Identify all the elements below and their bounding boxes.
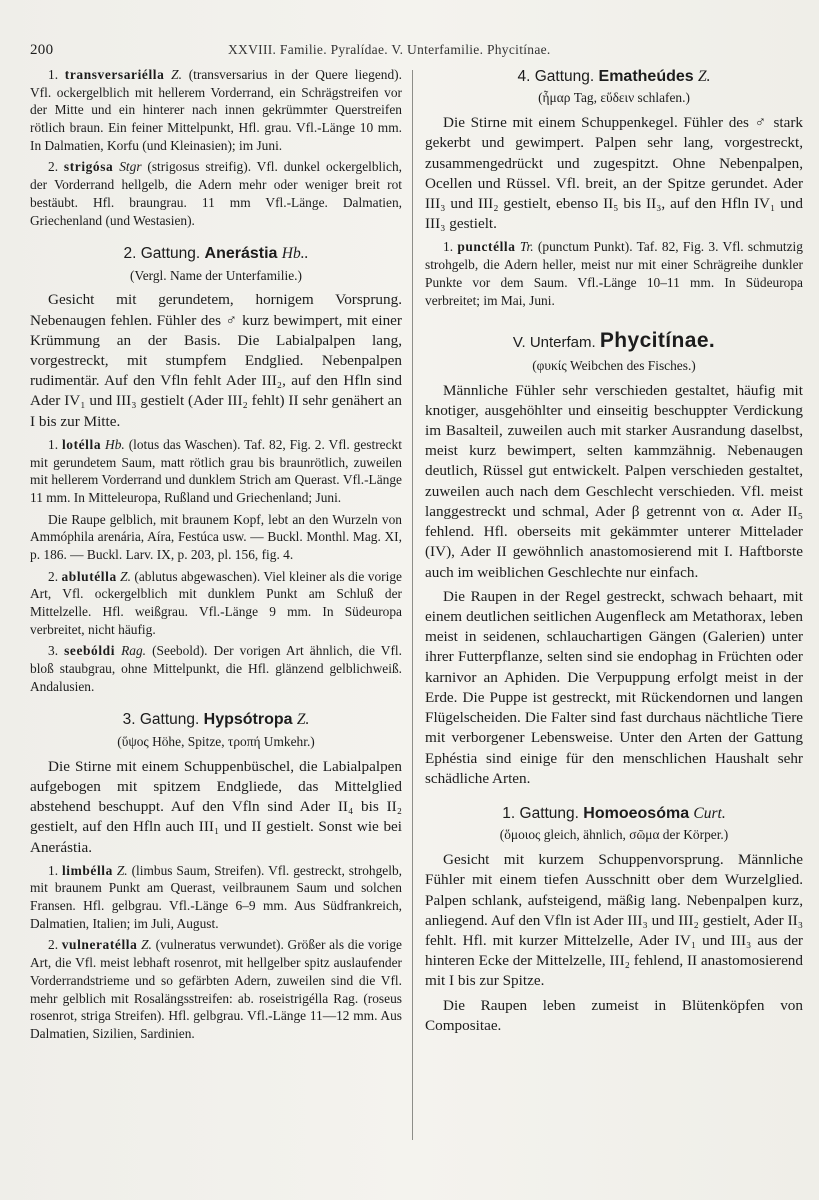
species-entry: [30, 66, 402, 154]
species-description: (lotus das Waschen). Taf. 82, Fig. 2. Vfl. gestreckt mit gerundetem Saum, matt rötlich grau bis braunrötlich, zuweilen mit hellerem Vorderrand und dunklem Strich am Querast. Vfl.-Länge 11 mm. In Mitteleuropa, Rußland und Griechenland; Juni.: [30, 436, 402, 505]
genus-author: Curt.: [693, 804, 726, 822]
genus-etymology: (Vergl. Name der Unterfamilie.): [130, 267, 302, 283]
genus-description: Gesicht mit kurzem Schuppenvorsprung. Männliche Fühler mit einem tiefen Ausschnitt ober dem Wurzelglied. Palpen schlank, aufsteigend, mäßig lang. Nebenpalpen kurz, anliegend. Auf den Vfln ist Ader III₃ und III₂ gestielt, Ader II₃ fehlt. Hfl. mit kurzer Mittelzelle, Ader IV₁ und III₃ aus der hinteren Ecke der Mittelzelle, III₂ fehlend, II anastomosierend mit I bis zur Spitze.: [425, 851, 803, 990]
species-entry: [425, 238, 803, 309]
species-name: punctélla: [457, 239, 516, 255]
larva-note: Die Raupen leben zumeist in Blütenköpfen von Compositae.: [425, 996, 803, 1034]
species-description: (limbus Saum, Streifen). Vfl. gestreckt, strohgelb, mit braunem Punkt am Querast, veilbraunem Saum und solchen Fransen. Hfl. gelbgrau. Vfl.-Länge 6–9 mm. Aus Südfrankreich, Dalmatien, Italien; im Juli, August.: [30, 862, 402, 931]
larva-note: Die Raupe gelblich, mit braunem Kopf, lebt an den Wurzeln von Ammóphila arenária, Aíra, Festúca usw. — Buckl. Monthl. Mag. XI, p. 186. — Buckl. Larv. IX, p. 203, pl. 156, fig. 4.: [30, 511, 402, 562]
species-number: 1.: [48, 862, 59, 878]
genus-description: Gesicht mit gerundetem, hornigem Vorsprung. Nebenaugen fehlen. Fühler des ♂ kurz bewimpert, mit einer Krümmung an der Basis. Die Labialpalpen lang, vorgestreckt, mit stumpfem Endglied. Nebenpalpen rudimentär. Auf den Vfln fehlt Ader III₂, auf den Hfln sind Ader IV₁ und III₃ gestielt (Ader III₂ fehlt) II sehr genähert an I bis zur Mitte.: [30, 291, 402, 430]
species-number: 2.: [48, 159, 59, 175]
left-column: [30, 66, 402, 1047]
subfamily-label: V. Unterfam.: [512, 334, 596, 352]
subfamily-name: Phycitínae.: [599, 329, 716, 353]
genus-heading: [425, 803, 803, 824]
genus-heading: [30, 709, 402, 730]
genus-name: Hypsótropa: [203, 711, 293, 729]
species-entry: [30, 936, 402, 1042]
genus-etymology: (ἦμαρ Tag, εὕδειν schlafen.): [538, 90, 690, 106]
page-header: [28, 42, 788, 62]
species-description: (strigosus streifig). Vfl. dunkel ockergelblich, der Vorderrand hellgelb, die Adern mehr oder weniger breit rot bestäubt. Hfl. braungrau. 11 mm Vfl.-Länge. Dalmatien, Griechenland (und Westasien).: [30, 159, 402, 228]
running-title: XXVIII. Familie. Pyralídae. V. Unterfamilie. Phycitínae.: [228, 42, 551, 57]
genus-etymology: (ὕψος Höhe, Spitze, τροπή Umkehr.): [117, 733, 315, 749]
right-column: [425, 66, 803, 1040]
species-description: (ablutus abgewaschen). Viel kleiner als die vorige Art, Vfl. ockergelblich mit dunklem Punkt am Schluß der Mittelzelle. Hfl. weißgrau. Vfl.-Länge 9 mm. In Südeuropa verbreitet, nicht häufig.: [30, 568, 402, 637]
genus-author: Hb..: [281, 245, 309, 263]
species-entry: [30, 568, 402, 639]
genus-etymology: (ὅμοιος gleich, ähnlich, σῶμα der Körper.): [499, 827, 729, 843]
species-author: Stgr: [119, 159, 142, 175]
species-author: Hb.: [105, 436, 125, 452]
species-name: strigósa: [63, 159, 114, 175]
genus-name: Ematheúdes: [598, 68, 694, 85]
species-author: Z.: [120, 568, 131, 584]
subfamily-etymology: (φυκίς Weibchen des Fisches.): [532, 357, 696, 373]
species-number: 1.: [48, 67, 59, 82]
species-description: (vulneratus verwundet). Größer als die vorige Art, die Vfl. meist lebhaft rosenrot, mit hellgelber spitz auslaufender Vorderrandstrieme und so gefärbten Adern, zuweilen sind die Vfl. mehr gelblich mit Rosalängsstreifen: ab. roseistrigélla Rag. (roseus rosenrot, striga Streifen). Hfl. gelbgrau. Vfl.-Länge 11—12 mm. Aus Dalmatien, Sizilien, Sardinien.: [30, 937, 402, 1041]
species-author: Tr.: [519, 239, 534, 255]
genus-author: Z.: [296, 711, 310, 729]
genus-heading: [425, 66, 803, 87]
species-author: Rag.: [121, 643, 147, 659]
species-description: (Seebold). Der vorigen Art ähnlich, die Vfl. bloß staubgrau, ohne Mittelpunkt, die Hfl. glänzend gelblichweiß. Andalusien.: [30, 643, 402, 694]
genus-label: 1. Gattung.: [502, 804, 579, 822]
species-author: Z.: [116, 862, 128, 878]
genus-description: Die Stirne mit einem Schuppenbüschel, die Labialpalpen aufgebogen mit spitzem Endgliede, das Mittelglied abstehend beschuppt. Auf den Vfln sind Ader II₄ bis II₂ gestielt, auf den Hfln auch III₁ und II gestielt. Sonst wie bei Anerástia.: [30, 757, 402, 856]
genus-name: Homoeosóma: [583, 804, 690, 822]
species-number: 1.: [443, 239, 454, 255]
species-author: Z.: [141, 937, 152, 953]
species-name: seebóldi: [64, 643, 116, 659]
genus-name: Anerástia: [204, 245, 278, 263]
subfamily-heading: [425, 327, 803, 355]
species-name: limbélla: [61, 862, 113, 878]
species-name: ablutélla: [61, 568, 117, 584]
species-entry: [30, 642, 402, 695]
genus-author: Z.: [697, 68, 711, 85]
species-name: lotélla: [61, 436, 102, 452]
species-number: 2.: [48, 937, 59, 953]
species-number: 2.: [48, 568, 59, 584]
species-entry: [30, 862, 402, 933]
genus-heading: [30, 243, 402, 264]
genus-label: 3. Gattung.: [122, 711, 200, 729]
species-entry: [30, 436, 402, 507]
larva-description: Die Raupen in der Regel gestreckt, schwach behaart, mit einem deutlichen seitlichen Augenfleck am Metathorax, leben meist in seidenen, schlauchartigen Gängen (Galerien) unter ihrer Futterpflanze, selten sind sie endophag in Früchten oder karnivor an Aphiden. Die Verpuppung erfolgt meist in der Erde. Die Puppe ist gestreckt, mit Rückendornen und langen Flügelscheiden. Die Falter sind fast durchaus nächtliche Tiere mit verborgener Lebensweise. Unter den Arten der Gattung Ephéstia sind einige für den menschlichen Haushalt sehr schädliche Arten.: [425, 587, 803, 787]
subfamily-description: Männliche Fühler sehr verschieden gestaltet, häufig mit knotiger, ausgehöhlter und einseitig beschuppter Verdickung im Basalteil, zuweilen auch mit starker Ausrandung daselbst, meist kurz bewimpert, selten kammzähnig. Nebenaugen deutlich, Rüssel gut entwickelt. Palpen verschieden gestaltet, zuweilen auch nach dem Geschlecht verschieden. Vfl. meist langgestreckt und schmal, Ader β getrennt von α. Ader II₅ fehlend. Hfl. oberseits mit gekämmter unterer Mittelader (IV), Ader II gewöhnlich anastomosierend mit I. Haftborste auch im weiblichen Geschlechte nur einfach.: [425, 381, 803, 581]
species-name: transversariélla: [64, 67, 165, 82]
species-description: (transversarius in der Quere liegend). Vfl. ockergelblich mit hellerem Vorderrand, ein Schrägstreifen vor der Mitte und ein hinterer nach innen gekrümmter Querstreifen rötlich braun. Ein feiner Mittelpunkt, Hfl. grau. Vfl.-Länge 10 mm. In Dalmatien, Korfu (und Kleinasien); im Juni.: [30, 67, 402, 153]
species-description: (punctum Punkt). Taf. 82, Fig. 3. Vfl. schmutzig strohgelb, die Adern heller, meist nur mit einer Schrägreihe dunkler Punkte vor dem Saum. Vfl.-Länge 10–11 mm. In Südeuropa verbreitet; im Mai, Juni.: [425, 239, 803, 308]
genus-description: Die Stirne mit einem Schuppenkegel. Fühler des ♂ stark gekerbt und gewimpert. Palpen sehr lang, vorgestreckt, zusammengedrückt und zugespitzt. Ohne Nebenpalpen, Ocellen und Rüssel. Vfl. breit, an der Spitze gerundet. Ader III₃ und III₂ gestielt, ebenso II₅ bis II₃, auf den Hfln IV₁ und III₃ gestielt.: [425, 114, 803, 233]
column-divider: [412, 70, 413, 1140]
page-number: 200: [30, 42, 54, 58]
species-number: 3.: [48, 643, 59, 659]
genus-label: 4. Gattung.: [517, 68, 595, 85]
species-entry: [30, 158, 402, 229]
species-number: 1.: [48, 436, 59, 452]
genus-label: 2. Gattung.: [123, 245, 201, 263]
species-author: Z.: [171, 67, 182, 82]
species-name: vulneratélla: [61, 937, 138, 953]
